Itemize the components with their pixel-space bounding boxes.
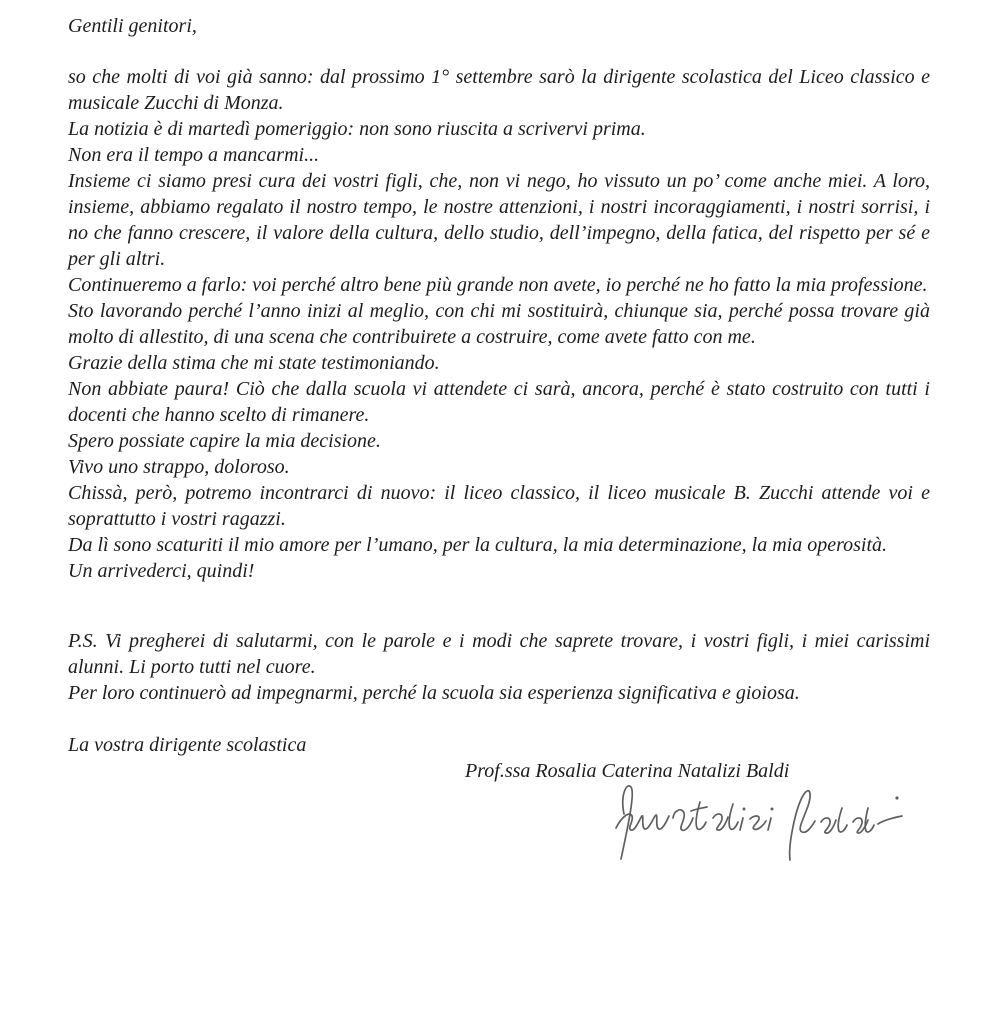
paragraph: Grazie della stima che mi state testimoniando.: [68, 352, 440, 374]
paragraph: P.S. Vi pregherei di salutarmi, con le parole e i modi che saprete trovare, i vostri figli, i miei carissimi alunni. Li porto tutti nel cuore.: [68, 630, 930, 678]
paragraph: Non abbiate paura! Ciò che dalla scuola vi attendete ci sarà, ancora, perché è stato costruito con tutti i docenti che hanno scelto di rimanere.: [68, 378, 930, 426]
letter-body: [68, 64, 930, 584]
letter-greeting: Gentili genitori,: [68, 15, 197, 37]
paragraph: Insieme ci siamo presi cura dei vostri figli, che, non vi nego, ho vissuto un po’ come anche miei. A loro, insieme, abbiamo regalato il nostro tempo, le nostre attenzioni, i nostri incoraggiamenti, i nostri sorrisi, i no che fanno crescere, il valore della cultura, dello studio, dell’impegno, della fatica, del rispetto per sé e per gli altri.: [68, 170, 930, 270]
letter-postscript: [68, 628, 930, 706]
paragraph: Per loro continuerò ad impegnarmi, perché la scuola sia esperienza significativa e gioiosa.: [68, 682, 800, 704]
signature-ink-icon: [610, 778, 910, 863]
paragraph: Chissà, però, potremo incontrarci di nuovo: il liceo classico, il liceo musicale B. Zucchi attende voi e soprattutto i vostri ragazzi.: [68, 482, 930, 530]
paragraph: La notizia è di martedì pomeriggio: non sono riuscita a scrivervi prima.: [68, 118, 646, 140]
paragraph: Un arrivederci, quindi!: [68, 560, 255, 582]
paragraph: Non era il tempo a mancarmi...: [68, 144, 320, 166]
signer-name: Prof.ssa Rosalia Caterina Natalizi Baldi: [465, 760, 790, 782]
paragraph: Vivo uno strappo, doloroso.: [68, 456, 290, 478]
paragraph: Sto lavorando perché l’anno inizi al meglio, con chi mi sostituirà, chiunque sia, perché possa trovare già molto di allestito, di una scena che contribuirete a costruire, come avete fatto con me.: [68, 300, 930, 348]
paragraph: so che molti di voi già sanno: dal prossimo 1° settembre sarò la dirigente scolastica del Liceo classico e musicale Zucchi di Monza.: [68, 66, 930, 114]
paragraph: Spero possiate capire la mia decisione.: [68, 430, 381, 452]
paragraph: Da lì sono scaturiti il mio amore per l’umano, per la cultura, la mia determinazione, la mia operosità.: [68, 534, 888, 556]
letter-closing: La vostra dirigente scolastica: [68, 734, 307, 756]
handwritten-signature: [610, 778, 910, 863]
paragraph: Continueremo a farlo: voi perché altro bene più grande non avete, io perché ne ho fatto la mia professione.: [68, 274, 928, 296]
